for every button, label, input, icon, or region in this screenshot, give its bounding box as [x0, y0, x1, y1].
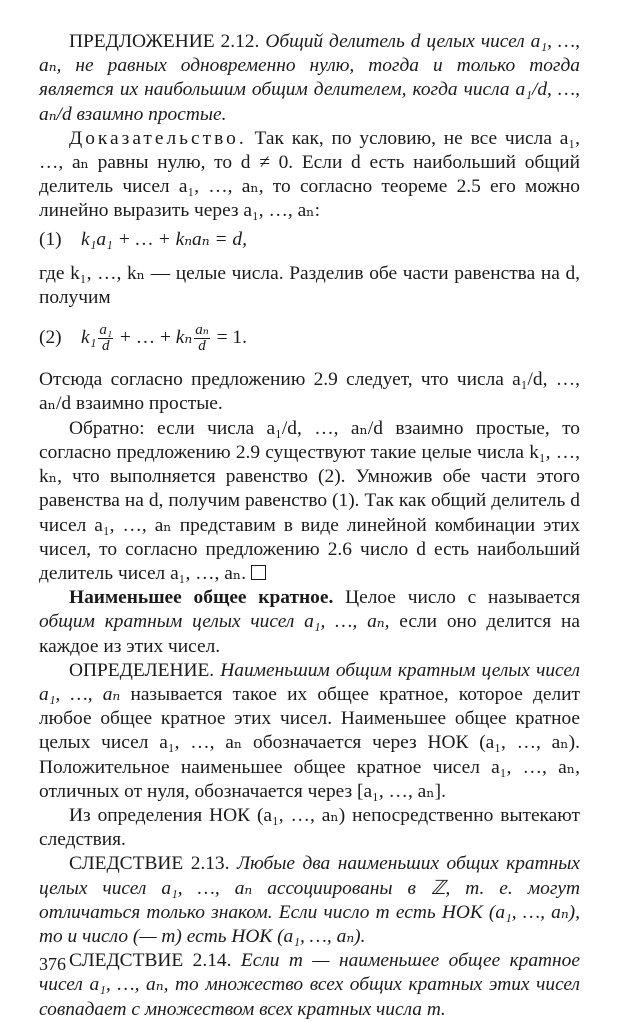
equation-2-fraction-1	[98, 323, 113, 354]
lcm-intro-term: общим кратным целых чисел a₁, …, aₙ,	[39, 611, 390, 633]
proposition-heading: ПРЕДЛОЖЕНИЕ 2.12.	[69, 31, 260, 52]
equation-2-number: (2)	[39, 327, 62, 349]
proof-text-4: Обратно: если числа a₁/d, …, aₙ/d взаимно простые, то согласно предложению 2.9 существуют такие целые числа k₁, …, kₙ, что выполняется равенство (2). Умножив обе части этого равенства на d, получим равенство (1). Так как общий делитель d чисел a₁, …, aₙ представим в виде линейной комбинации этих чисел, то согласно предложению 2.6 число d есть наибольший делитель чисел a₁, …, aₙ.	[39, 417, 580, 584]
corollary-14-heading: СЛЕДСТВИЕ 2.14.	[69, 950, 232, 972]
fraction-1-numerator: a₁	[99, 322, 113, 339]
corollary-13-body: Любые два наименьших общих кратных целых чисел a₁, …, aₙ ассоциированы в ℤ, т. е. могут отличаться только знаком. Если число m есть НОК (a₁, …, aₙ), то и число (— m) есть НОК (a₁, …, aₙ).	[39, 853, 580, 947]
definition-body: называется такое их общее кратное, которое делит любое общее кратное этих чисел. Наименьшее общее кратное целых чисел a₁, …, aₙ обозначается через НОК (a₁, …, aₙ). Положительное наименьшее общее кратное чисел a₁, …, aₙ, отличных от нуля, обозначается через [a₁, …, aₙ].	[39, 683, 580, 802]
equation-1	[39, 228, 580, 252]
equation-2-middle: + … +	[115, 327, 176, 349]
fraction-1-denominator: d	[101, 338, 110, 355]
fraction-2-numerator: aₙ	[195, 322, 209, 339]
lcm-intro-start: Целое число c называется	[345, 587, 580, 609]
equation-2-k1: k₁	[81, 327, 97, 349]
proposition-statement: Общий делитель d целых чисел a₁, …, aₙ, не равных одновременно нулю, тогда и только тогда является их наибольшим общим делителем, когда числа a₁/d, …, aₙ/d взаимно простые.	[39, 31, 580, 125]
definition-heading: ОПРЕДЕЛЕНИЕ.	[69, 659, 215, 681]
proof-text-1: Так как, по условию, не все числа a₁, …, aₙ равны нулю, то d ≠ 0. Если d есть наибольший общий делитель чисел a₁, …, aₙ, то согласно теореме 2.5 его можно линейно выразить через a₁, …, aₙ:	[39, 127, 580, 222]
equation-2-tail: = 1.	[211, 327, 247, 349]
proof-paragraph-4	[39, 417, 580, 586]
fraction-2-denominator: d	[198, 338, 206, 355]
equation-2	[39, 322, 580, 354]
proof-paragraph-2: где k₁, …, kₙ — целые числа. Разделив обе части равенства на d, получим	[39, 262, 580, 309]
proof-paragraph-3: Отсюда согласно предложению 2.9 следует, что числа a₁/d, …, aₙ/d взаимно простые.	[39, 369, 580, 415]
lcm-section	[39, 586, 580, 659]
equation-2-fraction-2	[194, 323, 210, 354]
corollary-14-body: Если m — наименьшее общее кратное чисел a₁, …, aₙ, то множество всех общих кратных этих чисел совпадает с множеством всех кратных числа m.	[39, 950, 580, 1020]
corollary-13-heading: СЛЕДСТВИЕ 2.13.	[69, 853, 230, 875]
proof-label: Доказательство.	[69, 127, 247, 149]
page-text	[39, 30, 580, 1022]
definition-lcm	[39, 659, 580, 804]
proposition-2-12	[39, 30, 580, 127]
definition-term: Наименьшим общим кратным целых чисел a₁, …, aₙ	[39, 659, 580, 705]
lcm-intro-end: если оно делится на каждое из этих чисел.	[39, 611, 580, 657]
qed-square-icon	[251, 565, 266, 580]
equation-1-number: (1)	[39, 228, 62, 250]
proof-paragraph-1	[39, 127, 580, 224]
equation-1-body: k₁a₁ + … + kₙaₙ = d,	[81, 228, 247, 250]
corollary-2-13	[39, 852, 580, 949]
lcm-section-title: Наименьшее общее кратное.	[69, 587, 334, 609]
equation-2-kn: kₙ	[175, 327, 193, 349]
page-number: 376	[39, 954, 66, 974]
corollary-2-14	[39, 949, 580, 1022]
corollaries-intro: Из определения НОК (a₁, …, aₙ) непосредственно вытекают следствия.	[39, 804, 580, 851]
